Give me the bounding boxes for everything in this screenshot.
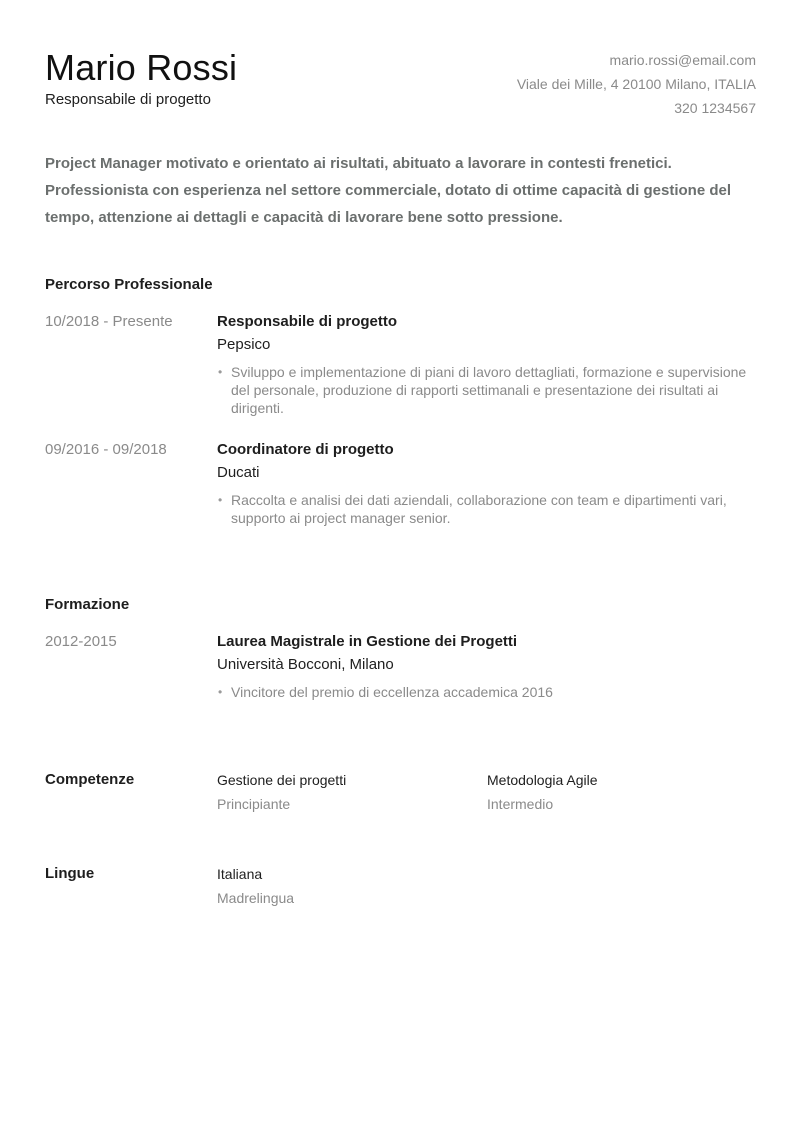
- experience-bullets: [217, 491, 757, 527]
- skill-name: Gestione dei progetti: [217, 772, 347, 788]
- bullet-text: Sviluppo e implementazione di piani di lavoro dettagliati, formazione e supervisione del personale, produzione di rapporti settimanali e presentazione dei risultati ai dirigenti.: [231, 364, 747, 416]
- section-title-experience: Percorso Professionale: [45, 276, 213, 293]
- bullet-item: [217, 491, 757, 527]
- skill-item: [217, 770, 346, 814]
- candidate-name: Mario Rossi: [45, 47, 238, 88]
- skill-level: Intermedio: [487, 796, 554, 812]
- skills-section: [45, 770, 756, 814]
- experience-date: 10/2018 - Presente: [45, 313, 173, 330]
- skill-item: [487, 770, 598, 814]
- languages-section: [45, 864, 756, 908]
- language-item: [217, 864, 294, 908]
- resume-header: [45, 48, 756, 128]
- bullet-icon: •: [218, 493, 223, 507]
- education-school: Università Bocconi, Milano: [217, 656, 394, 673]
- experience-company: Ducati: [217, 464, 260, 481]
- experience-role: Responsabile di progetto: [217, 313, 398, 330]
- contact-block: [517, 48, 756, 120]
- contact-phone: 320 1234567: [674, 100, 756, 116]
- bullet-item: [217, 683, 757, 701]
- experience-company: Pepsico: [217, 336, 271, 353]
- experience-body: [217, 312, 757, 417]
- bullet-text: Raccolta e analisi dei dati aziendali, collaborazione con team e dipartimenti vari, supporto ai project manager senior.: [231, 492, 727, 526]
- language-level: Madrelingua: [217, 890, 295, 906]
- section-title-skills: Competenze: [45, 771, 135, 788]
- education-date: 2012-2015: [45, 633, 117, 650]
- skill-level: Principiante: [217, 796, 291, 812]
- bullet-icon: •: [218, 365, 223, 379]
- candidate-role: Responsabile di progetto: [45, 91, 211, 108]
- experience-role: Coordinatore di progetto: [217, 441, 394, 458]
- experience-body: [217, 440, 757, 527]
- section-title-education: Formazione: [45, 596, 130, 613]
- education-degree: Laurea Magistrale in Gestione dei Progetti: [217, 633, 518, 650]
- experience-date: 09/2016 - 09/2018: [45, 441, 167, 458]
- skill-name: Metodologia Agile: [487, 772, 598, 788]
- contact-address: Viale dei Mille, 4 20100 Milano, ITALIA: [516, 76, 756, 92]
- bullet-icon: •: [218, 685, 223, 699]
- experience-bullets: [217, 363, 757, 417]
- section-title-languages: Lingue: [45, 865, 95, 882]
- profile-summary: Project Manager motivato e orientato ai risultati, abituato a lavorare in contesti frenetici. Professionista con esperienza nel settore commerciale, dotato di ottime capacità di gestione del tempo, attenzione ai dettagli e capacità di lavorare bene sotto pressione.: [45, 155, 732, 226]
- contact-email: mario.rossi@email.com: [609, 52, 756, 68]
- bullet-text: Vincitore del premio di eccellenza accademica 2016: [231, 684, 553, 700]
- bullet-item: [217, 363, 757, 417]
- education-body: [217, 632, 757, 701]
- education-bullets: [217, 683, 757, 701]
- language-name: Italiana: [217, 866, 263, 882]
